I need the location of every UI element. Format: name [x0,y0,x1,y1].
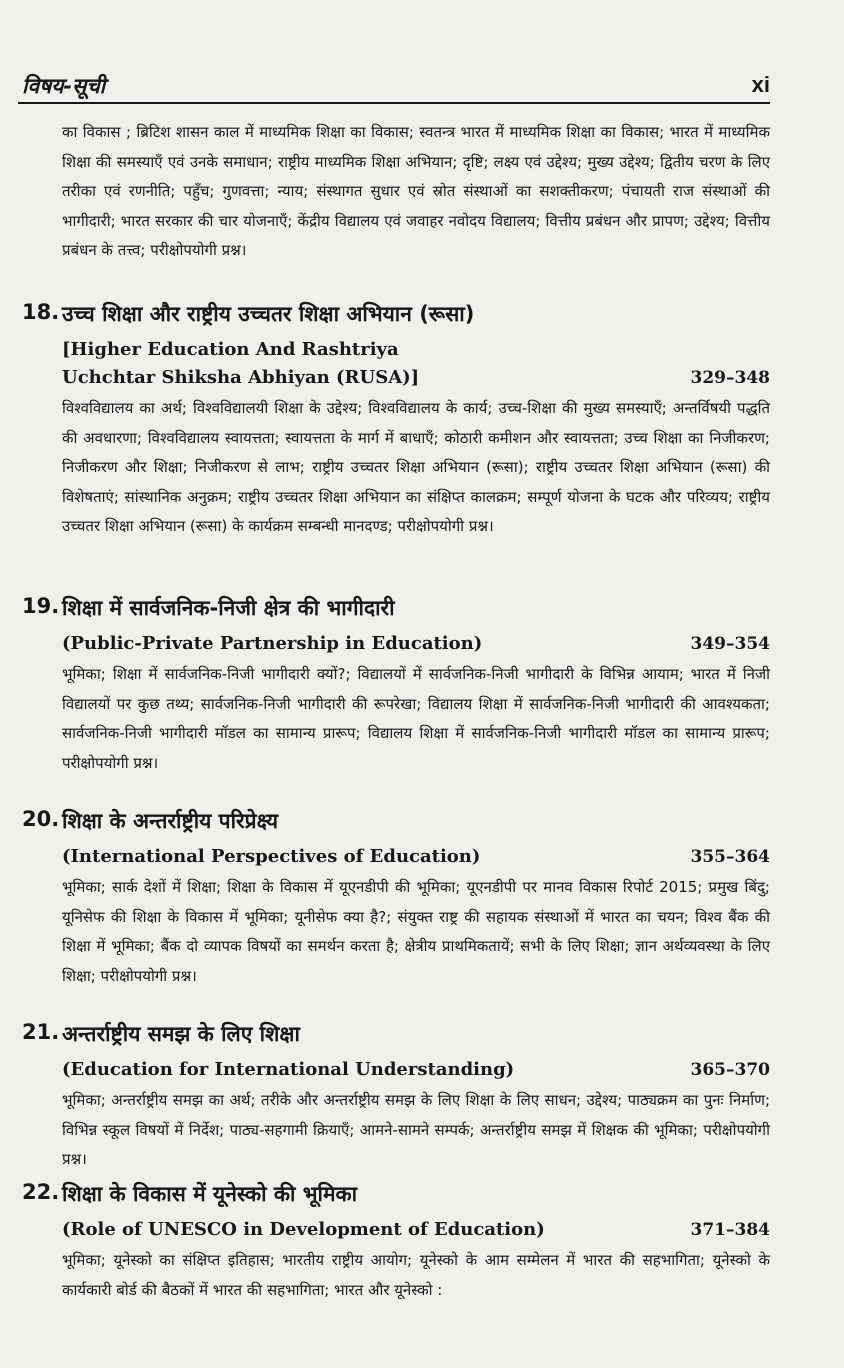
intro-continuation [62,118,770,266]
running-title: विषय-सूची [22,74,106,98]
chapter-title-hindi: अन्तर्राष्ट्रीय समझ के लिए शिक्षा [62,1022,300,1046]
chapter-18 [22,300,770,542]
english-title: (Role of UNESCO in Development of Education) [62,1219,545,1240]
chapter-22 [22,1180,770,1305]
chapter-summary: भूमिका; अन्तर्राष्ट्रीय समझ का अर्थ; तरीके और अन्तर्राष्ट्रीय समझ के लिए शिक्षा के लिए साधन; उद्देश्य; पाठ्यक्रम का पुनः निर्माण; विभिन्न स्कूल विषयों में निर्देश; पाठ्य-सहगामी क्रियाएँ; आमने-सामने सम्पर्क; अन्तर्राष्ट्रीय समझ में शिक्षक की भूमिका; परीक्षोपयोगी प्रश्न। [62,1091,770,1168]
page-range: 355–364 [690,847,770,867]
page-range: 371–384 [690,1220,770,1240]
chapter-title-english [62,843,770,871]
chapter-number: 20. [22,807,60,831]
chapter-summary: विश्वविद्यालय का अर्थ; विश्वविद्यालयी शिक्षा के उद्देश्य; विश्वविद्यालय के कार्य; उच्च-शिक्षा की मुख्य समस्याएँ; अन्तर्विषयी पद्धति की अवधारणा; विश्वविद्यालय स्वायत्तता; स्वायत्तता के मार्ग में बाधाएँ; कोठारी कमीशन और स्वायत्तता; उच्च शिक्षा का निजीकरण; निजीकरण और शिक्षा; निजीकरण से लाभ; राष्ट्रीय उच्चतर शिक्षा अभियान (रूसा); राष्ट्रीय उच्चतर शिक्षा अभियान (रूसा) की विशेषताएं; सांस्थानिक अनुक्रम; राष्ट्रीय उच्चतर शिक्षा अभियान का संक्षिप्त कालक्रम; सम्पूर्ण योजना के घटक और परिव्यय; राष्ट्रीय उच्चतर शिक्षा अभियान (रूसा) के कार्यक्रम सम्बन्धी मानदण्ड; परीक्षोपयोगी प्रश्न। [62,399,770,535]
chapter-title-english [62,336,770,392]
page-number: xi [751,72,770,97]
chapter-title-hindi: शिक्षा के विकास में यूनेस्को की भूमिका [62,1182,358,1206]
chapter-title-hindi: शिक्षा में सार्वजनिक-निजी क्षेत्र की भागीदारी [62,596,395,620]
chapter-21 [22,1020,770,1175]
english-title: (International Perspectives of Education) [62,846,481,867]
chapter-number: 19. [22,594,60,618]
chapter-number: 22. [22,1180,60,1204]
page-header [18,68,770,104]
chapter-summary: भूमिका; शिक्षा में सार्वजनिक-निजी भागीदारी क्यों?; विद्यालयों में सार्वजनिक-निजी भागीदारी के विभिन्न आयाम; भारत में निजी विद्यालयों पर कुछ तथ्य; सार्वजनिक-निजी भागीदारी की रूपरेखा; विद्यालय शिक्षा में सार्वजनिक-निजी भागीदारी की आवश्यकता; सार्वजनिक-निजी भागीदारी मॉडल का सामान्य प्रारूप; विद्यालय शिक्षा में सार्वजनिक-निजी भागीदारी मॉडल का सामान्य प्रारूप; परीक्षोपयोगी प्रश्न। [62,665,770,772]
page-range: 365–370 [690,1060,770,1080]
page-range: 329–348 [690,368,770,388]
page-range: 349–354 [690,634,770,654]
chapter-title-english [62,630,770,658]
chapter-title-english [62,1216,770,1244]
chapter-number: 21. [22,1020,60,1044]
chapter-title-hindi: उच्च शिक्षा और राष्ट्रीय उच्चतर शिक्षा अभियान (रूसा) [62,302,475,326]
english-title-line-1: [Higher Education And Rashtriya [62,339,399,360]
chapter-summary: भूमिका; यूनेस्को का संक्षिप्त इतिहास; भारतीय राष्ट्रीय आयोग; यूनेस्को के आम सम्मेलन में भारत की सहभागिता; यूनेस्को के कार्यकारी बोर्ड की बैठकों में भारत की सहभागिता; भारत और यूनेस्को : [62,1251,770,1299]
chapter-number: 18. [22,300,60,324]
english-title: (Education for International Understanding) [62,1059,515,1080]
english-title-line-2: Uchchtar Shiksha Abhiyan (RUSA)] [62,367,420,388]
chapter-title-hindi: शिक्षा के अन्तर्राष्ट्रीय परिप्रेक्ष्य [62,809,279,833]
intro-paragraph: का विकास ; ब्रिटिश शासन काल में माध्यमिक शिक्षा का विकास; स्वतन्त्र भारत में माध्यमिक शिक्षा का विकास; भारत में माध्यमिक शिक्षा की समस्याएँ एवं उनके समाधान; राष्ट्रीय माध्यमिक शिक्षा अभियान; दृष्टि; लक्ष्य एवं उद्देश्य; मुख्य उद्देश्य; द्वितीय चरण के लिए तरीका एवं रणनीति; पहुँच; गुणवत्ता; न्याय; संस्थागत सुधार एवं स्रोत संस्थाओं का सशक्तीकरण; पंचायती राज संस्थाओं की भागीदारी; भारत सरकार की चार योजनाएँ; केंद्रीय विद्यालय एवं जवाहर नवोदय विद्यालय; वित्तीय प्रबंधन और प्रापण; उद्देश्य; वित्तीय प्रबंधन के तत्त्व; परीक्षोपयोगी प्रश्न। [62,123,770,259]
chapter-20 [22,807,770,991]
english-title: (Public-Private Partnership in Education) [62,633,483,654]
chapter-title-english [62,1056,770,1084]
chapter-summary: भूमिका; सार्क देशों में शिक्षा; शिक्षा के विकास में यूएनडीपी की भूमिका; यूएनडीपी पर मानव विकास रिपोर्ट 2015; प्रमुख बिंदु; यूनिसेफ की शिक्षा के विकास में भूमिका; यूनीसेफ क्या है?; संयुक्त राष्ट्र की सहायक संस्थाओं में भारत का चयन; विश्व बैंक की शिक्षा में भूमिका; बैंक दो व्यापक विषयों का समर्थन करता है; क्षेत्रीय प्राथमिकतायें; सभी के लिए शिक्षा; ज्ञान अर्थव्यवस्था के लिए शिक्षा; परीक्षोपयोगी प्रश्न। [62,878,770,985]
chapter-19 [22,594,770,778]
